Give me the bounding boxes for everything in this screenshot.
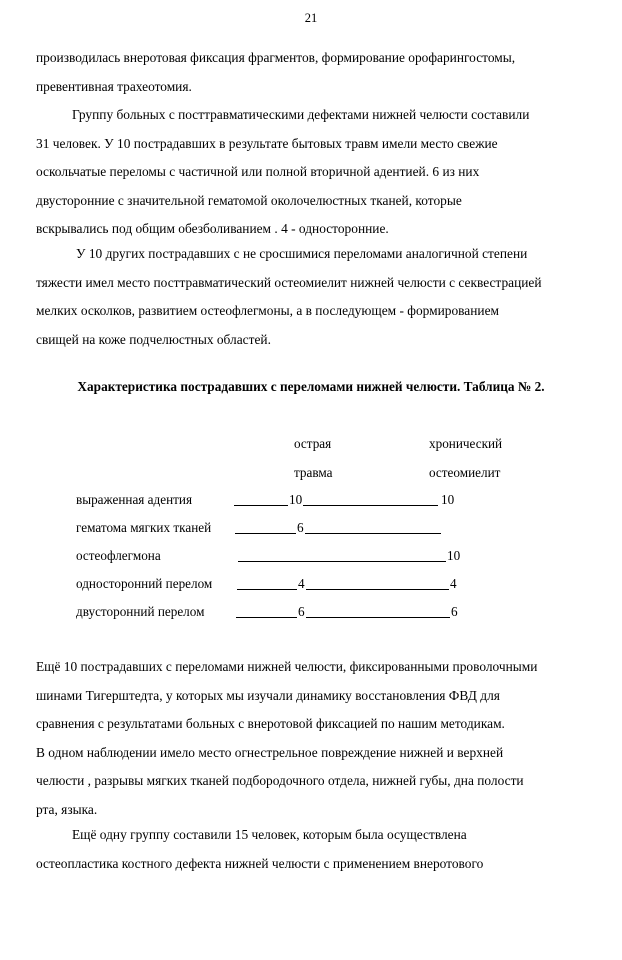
text-line: Ещё 10 пострадавших с переломами нижней челюсти, фиксированными проволочными [36, 659, 538, 674]
text-line: оскольчатые переломы с частичной или полной вторичной адентией. 6 из них [36, 164, 480, 180]
table-cell-chronic: 6 [451, 604, 458, 619]
table-row-label: двусторонний перелом [76, 604, 205, 619]
page-number: 21 [304, 11, 318, 25]
paragraph-5 [36, 821, 596, 878]
text-line: свищей на коже подчелюстных областей. [36, 331, 271, 347]
table-cell-acute: 10 [289, 492, 303, 507]
text-line: Группу больных с посттравматическими дефектами нижней челюсти составили [72, 107, 530, 122]
text-line: тяжести имел место посттравматический остеомиелит нижней челюсти с секвестрацией [36, 274, 542, 290]
text-line: шинами Тигерштедта, у которых мы изучали динамику восстановления ФВД для [36, 687, 500, 703]
paragraph-4 [36, 653, 596, 825]
text-line: мелких осколков, развитием остеофлегмоны, а в последующем - формированием [36, 303, 500, 319]
col-header-chronic-line1: хронический [429, 436, 503, 451]
leader-line [238, 561, 446, 562]
text-line: рта, языка. [36, 801, 98, 817]
table-row-label: выраженная адентия [76, 492, 193, 507]
text-line: Ещё одну группу составили 15 человек, которым была осуществлена [72, 827, 467, 842]
leader-line [237, 589, 449, 590]
table-cell-acute: 4 [298, 576, 305, 591]
text-line: В одном наблюдении имело место огнестрельное повреждение нижней и верхней [36, 744, 504, 760]
text-line: остеопластика костного дефекта нижней челюсти с применением внеротового [36, 855, 484, 871]
table-cell-acute: 6 [298, 604, 305, 619]
paragraph-1 [36, 44, 596, 101]
paragraph-2 [36, 101, 596, 244]
text-line: челюсти , разрывы мягких тканей подбородочного отдела, нижней губы, дна полости [36, 773, 524, 789]
text-line: двусторонние с значительной гематомой околочелюстных тканей, которые [36, 192, 462, 208]
leader-line [234, 505, 438, 506]
table-row-label: гематома мягких тканей [76, 520, 212, 535]
paragraph-3 [36, 240, 596, 354]
text-line: превентивная трахеотомия. [36, 78, 192, 94]
table-cell-chronic: 10 [441, 492, 455, 507]
table-row-label: остеофлегмона [76, 548, 161, 563]
text-line: вскрывались под общим обезболиванием . 4 - односторонние. [36, 221, 389, 237]
col-header-acute-line2: травма [294, 465, 333, 480]
col-header-acute-line1: острая [294, 436, 332, 451]
table-cell-chronic: 4 [450, 576, 457, 591]
text-line: производилась внеротовая фиксация фрагментов, формирование орофарингостомы, [36, 50, 516, 65]
col-header-chronic-line2: остеомиелит [429, 465, 501, 480]
table-row-label: односторонний перелом [76, 576, 213, 591]
text-line: 31 человек. У 10 пострадавших в результате бытовых травм имели место свежие [36, 135, 498, 151]
text-line: сравнения с результатами больных с внеротовой фиксацией по нашим методикам. [36, 716, 505, 732]
leader-line [235, 533, 441, 534]
table-cell-acute: 6 [297, 520, 304, 535]
leader-line [236, 617, 450, 618]
text-line: У 10 других пострадавших с не сросшимися переломами аналогичной степени [76, 246, 528, 261]
table-caption: Характеристика пострадавших с переломами нижней челюсти. Таблица № 2. [77, 379, 545, 394]
table-cell-chronic: 10 [447, 548, 461, 563]
